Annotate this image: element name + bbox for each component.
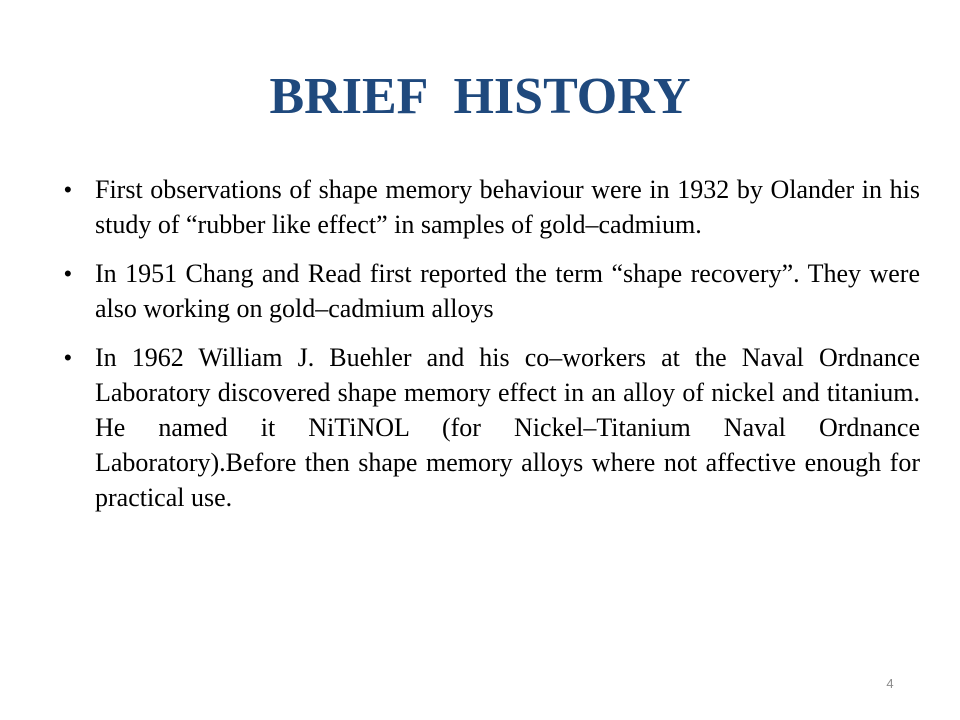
bullet-item-1951 xyxy=(64,256,920,326)
bullet-item-1932 xyxy=(64,172,920,242)
bullet-text: In 1951 Chang and Read first reported the term “shape recovery”. They were also working on gold–cadmium alloys xyxy=(95,259,920,323)
bullet-list xyxy=(64,172,920,529)
bullet-text: In 1962 William J. Buehler and his co–workers at the Naval Ordnance Laboratory discovered shape memory effect in an alloy of nickel and titanium. He named it NiTiNOL (for Nickel–Titanium Naval Ordnance Laboratory).Before then shape memory alloys where not affective enough for practical use. xyxy=(95,343,920,512)
bullet-item-1962 xyxy=(64,340,920,515)
bullet-dot-icon: • xyxy=(64,177,72,202)
bullet-dot-icon: • xyxy=(64,345,72,370)
page-number: 4 xyxy=(886,676,894,691)
bullet-text: First observations of shape memory behaviour were in 1932 by Olander in his study of “rubber like effect” in samples of gold–cadmium. xyxy=(95,175,920,239)
slide-title: BRIEF HISTORY xyxy=(269,68,691,125)
bullet-dot-icon: • xyxy=(64,261,72,286)
